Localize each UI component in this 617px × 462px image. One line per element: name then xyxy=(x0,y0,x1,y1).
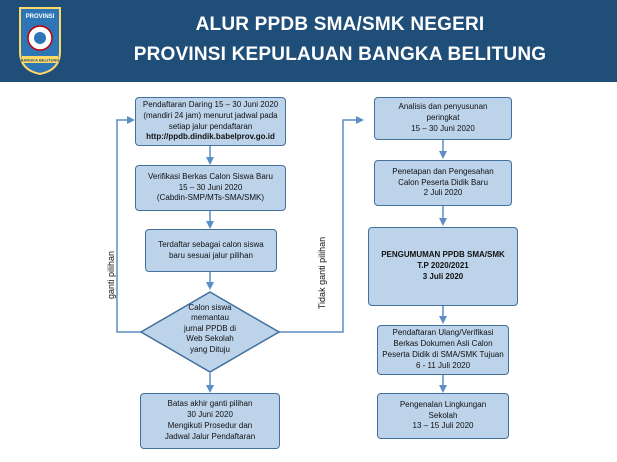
step-pendaftaran-daring xyxy=(135,97,286,146)
page-title-line1: ALUR PPDB SMA/SMK NEGERI xyxy=(195,14,485,35)
step-terdaftar-calon-siswa: Terdaftar sebagai calon siswa baru sesuai jalur pilihan xyxy=(145,229,277,272)
step-pengenalan-lingkungan: Pengenalan Lingkungan Sekolah 13 – 15 Juli 2020 xyxy=(377,393,509,439)
step-batas-akhir-ganti-pilihan: Batas akhir ganti pilihan 30 Juni 2020 Mengikuti Prosedur dan Jadwal Jalur Pendaftaran xyxy=(140,393,280,449)
loop-ganti-pilihan xyxy=(117,120,141,332)
step-analisis-peringkat: Analisis dan penyusunan peringkat 15 – 30 Juni 2020 xyxy=(374,97,512,140)
step-pendaftaran-ulang: Pendaftaran Ulang/Verifikasi Berkas Dokumen Asli Calon Peserta Didik di SMA/SMK Tujuan 6 - 11 Juli 2020 xyxy=(377,325,509,375)
step-pengumuman-ppdb: PENGUMUMAN PPDB SMA/SMK T.P 2020/2021 3 Juli 2020 xyxy=(368,227,518,306)
logo-text: PROVINSI xyxy=(25,14,55,20)
page-title-line2: PROVINSI KEPULAUAN BANGKA BELITUNG xyxy=(133,44,547,65)
step-penetapan-pengesahan: Penetapan dan Pengesahan Calon Peserta Didik Baru 2 Juli 2020 xyxy=(374,160,512,206)
label-tidak-ganti-pilihan: Tidak ganti pilihan xyxy=(317,236,327,310)
step-verifikasi-berkas: Verifikasi Berkas Calon Siswa Baru 15 – 30 Juni 2020 (Cabdin-SMP/MTs-SMA/SMK) xyxy=(135,165,286,211)
ppdb-website-link[interactable]: http://ppdb.dindik.babelprov.go.id xyxy=(146,132,275,142)
label-ganti-pilihan: ganti pilihan xyxy=(106,250,116,300)
step-pendaftaran-daring-text: Pendaftaran Daring 15 – 30 Juni 2020 (mandiri 24 jam) menurut jadwal pada setiap jalur pendaftaran xyxy=(142,99,279,131)
decision-calon-siswa-memantau: Calon siswa memantau jurnal PPDB di Web Sekolah yang Dituju xyxy=(183,303,237,354)
logo-band-text: BANGKA BELITUNG xyxy=(20,57,60,63)
